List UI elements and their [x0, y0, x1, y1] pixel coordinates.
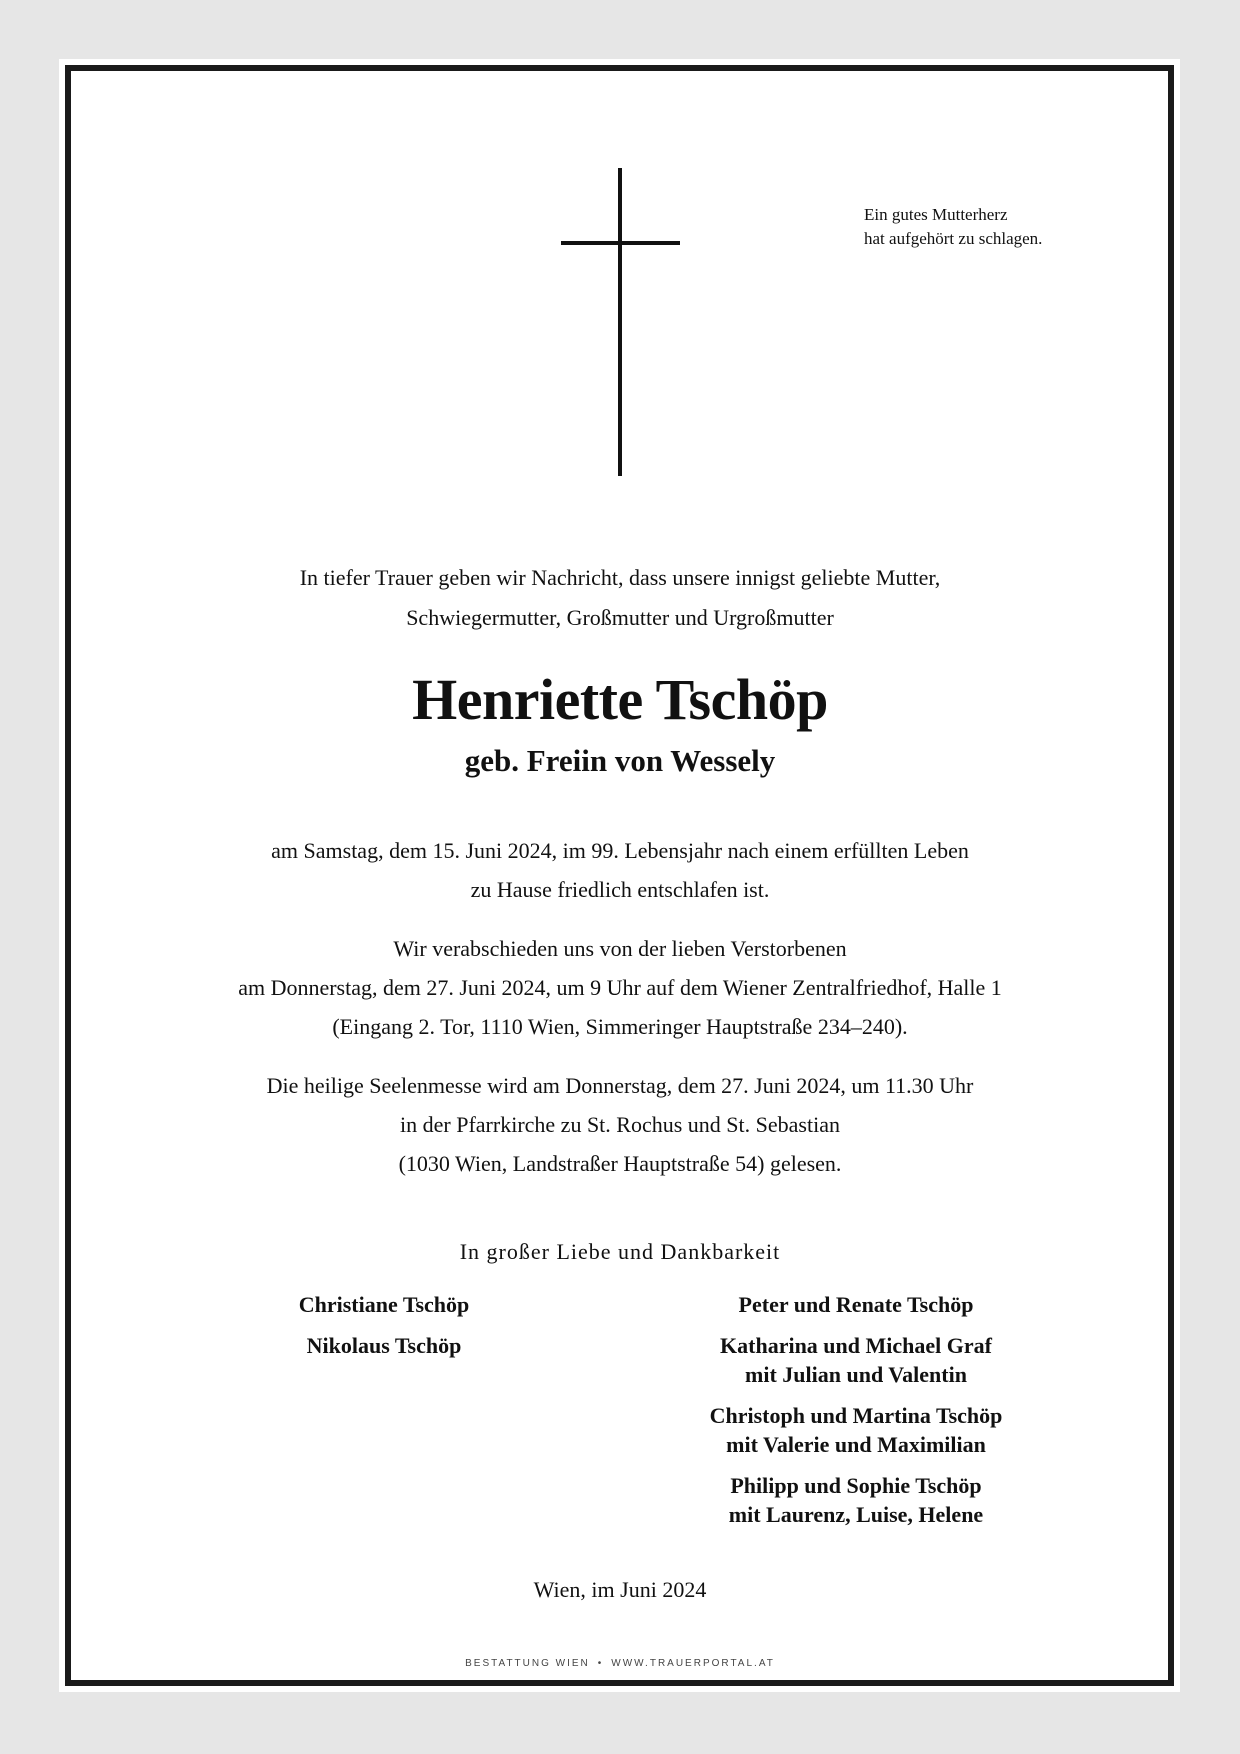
mass-line: (1030 Wien, Landstraßer Hauptstraße 54) gelesen. [398, 1151, 842, 1176]
footer-company: BESTATTUNG WIEN [465, 1658, 590, 1669]
mourner-name: Peter und Renate Tschöp [738, 1292, 974, 1317]
mourner-group [164, 1290, 604, 1319]
farewell-line: Wir verabschieden uns von der lieben Verstorbenen [393, 936, 847, 961]
footer-separator: • [597, 1658, 604, 1669]
mourner-name: Katharina und Michael Graf [720, 1333, 992, 1358]
mourner-name: Christiane Tschöp [298, 1292, 470, 1317]
mass-notice [0, 1066, 1240, 1183]
deceased-birth-name: geb. Freiin von Wessely [464, 743, 776, 778]
cross-vertical-bar [618, 168, 622, 476]
deceased-name: Henriette Tschöp [412, 667, 828, 732]
death-notice-line: zu Hause friedlich entschlafen ist. [470, 877, 770, 902]
mourner-name: Nikolaus Tschöp [306, 1333, 462, 1358]
place-date: Wien, im Juni 2024 [533, 1577, 707, 1602]
motto-line: hat aufgehört zu schlagen. [864, 229, 1043, 248]
mourner-children: mit Valerie und Maximilian [726, 1432, 986, 1457]
footer-credit [0, 1658, 1240, 1669]
farewell-line: (Eingang 2. Tor, 1110 Wien, Simmeringer Hauptstraße 234–240). [332, 1014, 908, 1039]
death-notice-line: am Samstag, dem 15. Juni 2024, im 99. Lebensjahr nach einem erfüllten Leben [271, 838, 969, 863]
mourner-group [636, 1471, 1076, 1529]
intro-line: In tiefer Trauer geben wir Nachricht, dass unsere innigst geliebte Mutter, [299, 565, 941, 590]
motto [864, 203, 1042, 251]
cross-horizontal-bar [561, 241, 680, 245]
mourner-group [636, 1290, 1076, 1319]
mourner-group [636, 1331, 1076, 1389]
farewell-notice [0, 929, 1240, 1046]
mourners-right-column [636, 1290, 1076, 1541]
closing-phrase: In großer Liebe und Dankbarkeit [459, 1239, 781, 1264]
intro-text [0, 558, 1240, 638]
mourner-name: Philipp und Sophie Tschöp [730, 1473, 982, 1498]
motto-line: Ein gutes Mutterherz [864, 205, 1008, 224]
mourner-name: Christoph und Martina Tschöp [709, 1403, 1003, 1428]
farewell-line: am Donnerstag, dem 27. Juni 2024, um 9 Uhr auf dem Wiener Zentralfriedhof, Halle 1 [238, 975, 1002, 1000]
mourner-group [636, 1401, 1076, 1459]
mass-line: in der Pfarrkirche zu St. Rochus und St. Sebastian [400, 1112, 840, 1137]
intro-line: Schwiegermutter, Großmutter und Urgroßmutter [406, 605, 834, 630]
mourner-children: mit Julian und Valentin [745, 1362, 967, 1387]
footer-website-link[interactable]: WWW.TRAUERPORTAL.AT [611, 1658, 775, 1669]
mourner-group [164, 1331, 604, 1360]
mourners-left-column [164, 1290, 604, 1372]
mass-line: Die heilige Seelenmesse wird am Donnerstag, dem 27. Juni 2024, um 11.30 Uhr [266, 1073, 974, 1098]
mourner-children: mit Laurenz, Luise, Helene [728, 1502, 984, 1527]
death-notice [0, 831, 1240, 909]
